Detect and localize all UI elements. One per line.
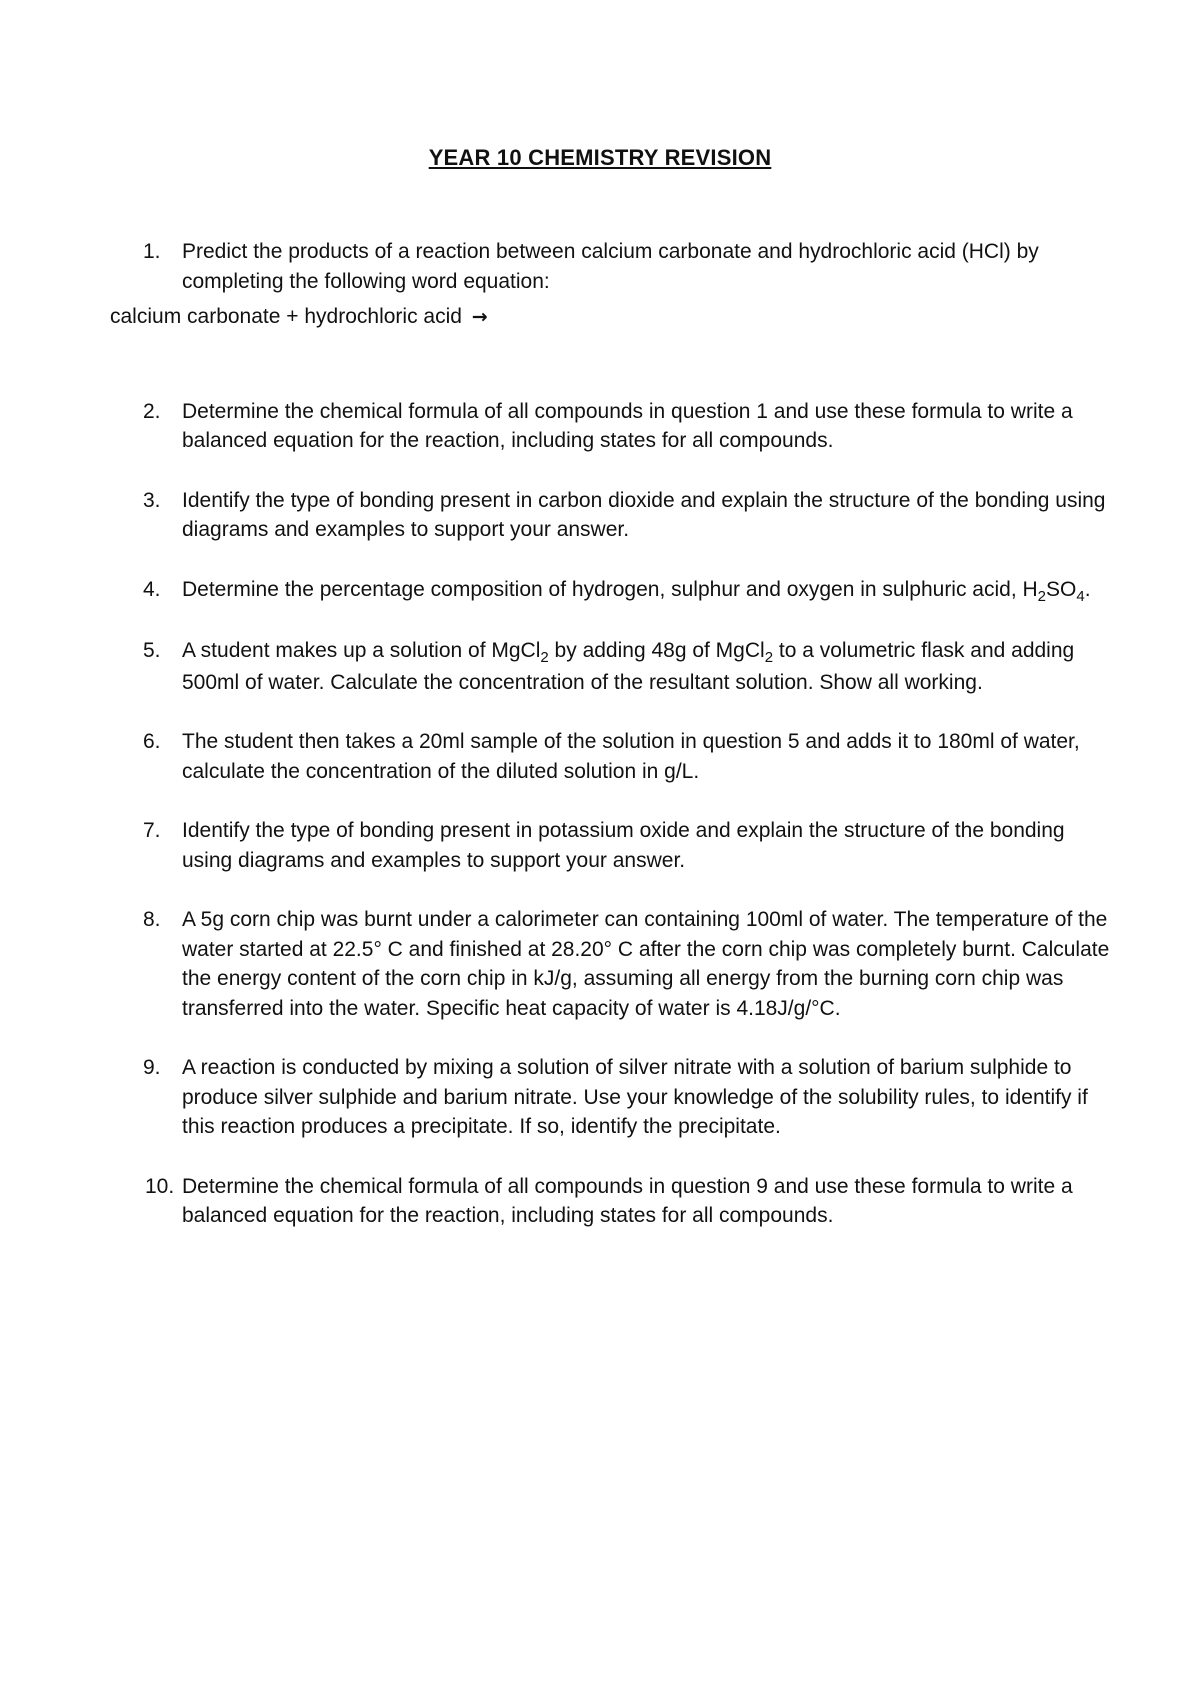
question-7: [110, 816, 1120, 875]
question-text: Identify the type of bonding present in carbon dioxide and explain the structure of the bonding using diagrams and examples to support your answer.: [182, 488, 1106, 541]
question-text: The student then takes a 20ml sample of the solution in question 5 and adds it to 180ml of water, calculate the concentration of the diluted solution in g/L.: [182, 730, 1080, 783]
question-number: 6.: [143, 730, 161, 753]
question-text: Predict the products of a reaction between calcium carbonate and hydrochloric acid (HCl) by completing the following word equation:: [182, 240, 1039, 293]
question-number: 3.: [143, 488, 161, 512]
subscript: 2: [1037, 587, 1047, 605]
question-5: [110, 636, 1120, 697]
question-1: [110, 237, 1120, 333]
question-text-part: Determine the percentage composition of hydrogen, sulphur and oxygen in sulphuric acid, H: [182, 577, 1038, 601]
right-arrow-icon: →: [471, 306, 488, 328]
question-text-part: .: [1084, 577, 1091, 601]
question-text: Determine the chemical formula of all compounds in question 9 and use these formula to write a balanced equation for the reaction, including states for all compounds.: [182, 1174, 1073, 1227]
question-text-part: A student makes up a solution of MgCl: [182, 639, 541, 662]
question-number: 2.: [143, 399, 161, 423]
question-text-part: by adding 48g of MgCl: [548, 639, 765, 662]
question-4: [110, 575, 1120, 607]
question-number: 7.: [143, 819, 161, 842]
word-equation-text: calcium carbonate + hydrochloric acid: [110, 305, 462, 328]
document-title: YEAR 10 CHEMISTRY REVISION: [428, 145, 772, 170]
question-8: [110, 905, 1120, 1023]
question-text-part: to a volumetric flask and adding 500ml of water. Calculate the concentration of the resultant solution. Show all working.: [182, 639, 1075, 694]
question-text: A 5g corn chip was burnt under a calorimeter can containing 100ml of water. The temperature of the water started at 22.5° C and finished at 28.20° C after the corn chip was completely burnt. Calculate the energy content of the corn chip in kJ/g, assuming all energy from the burning corn chip was transferred into the water. Specific heat capacity of water is 4.18J/g/°C.: [182, 908, 1110, 1020]
question-text: Determine the chemical formula of all compounds in question 1 and use these formula to write a balanced equation for the reaction, including states for all compounds.: [182, 399, 1073, 452]
subscript: 4: [1076, 587, 1085, 605]
question-text: [182, 575, 1120, 607]
question-number: 4.: [143, 577, 161, 601]
question-2: [110, 397, 1120, 456]
question-text-part: SO: [1046, 577, 1077, 601]
question-number: 5.: [143, 639, 161, 662]
question-text: [182, 636, 1120, 697]
word-equation: [110, 302, 1120, 333]
question-10: [110, 1172, 1120, 1231]
question-3: [110, 486, 1120, 545]
question-number: 10.: [145, 1174, 175, 1198]
question-list: [110, 237, 1120, 1261]
question-9: [110, 1053, 1120, 1142]
question-6: [110, 727, 1120, 786]
subscript: 2: [764, 649, 774, 666]
question-text: Identify the type of bonding present in potassium oxide and explain the structure of the bonding using diagrams and examples to support your answer.: [182, 819, 1065, 872]
question-number: 1.: [143, 240, 161, 263]
question-text: A reaction is conducted by mixing a solution of silver nitrate with a solution of barium sulphide to produce silver sulphide and barium nitrate. Use your knowledge of the solubility rules, to identify if this reaction produces a precipitate. If so, identify the precipitate.: [182, 1056, 1088, 1138]
question-number: 9.: [143, 1056, 161, 1079]
subscript: 2: [540, 649, 549, 666]
question-number: 8.: [143, 908, 161, 931]
